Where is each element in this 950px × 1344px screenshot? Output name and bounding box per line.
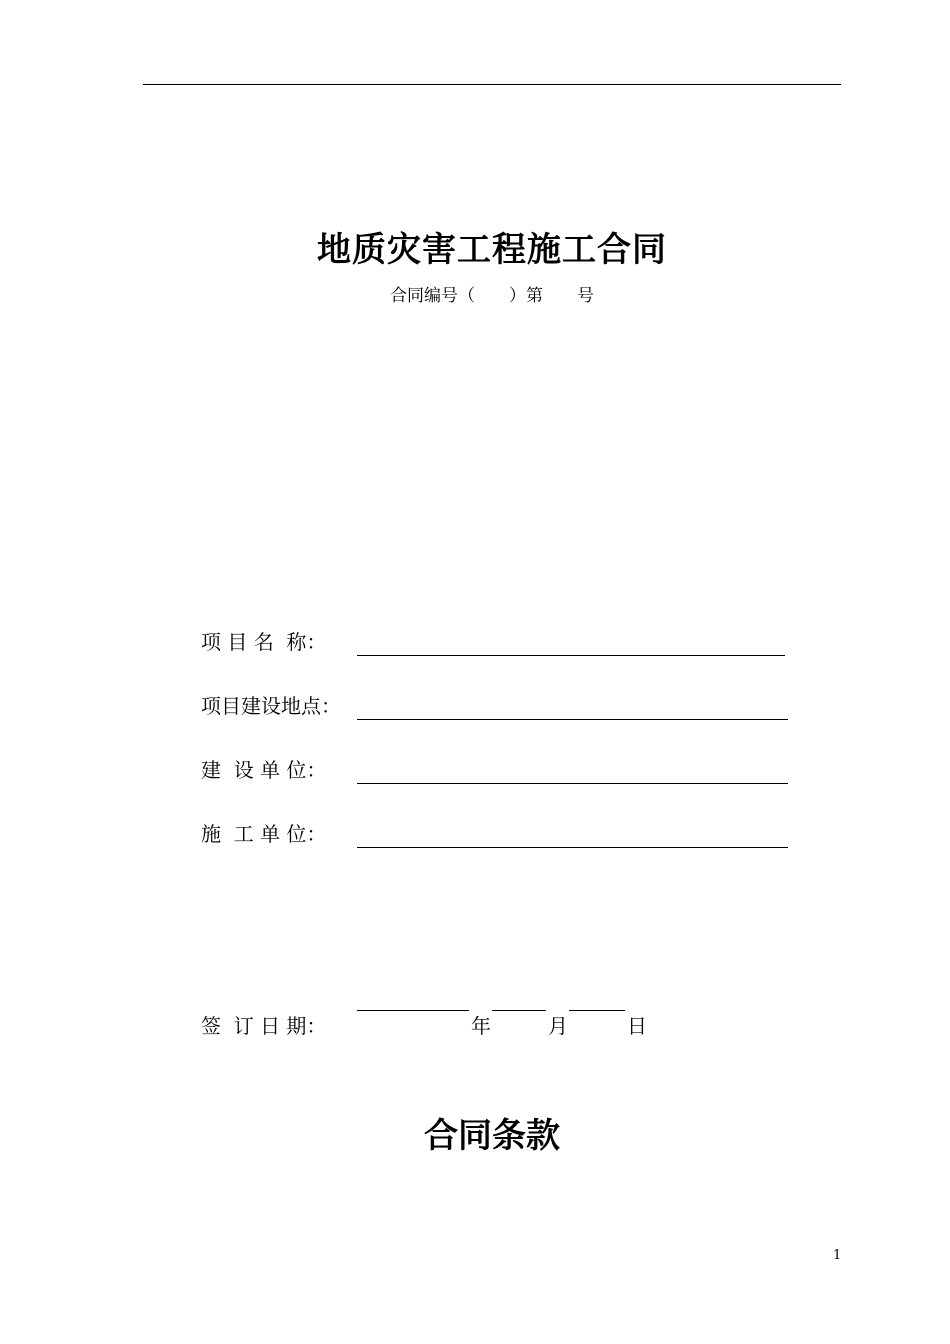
project-name-field [201, 626, 785, 656]
document-title: 地质灾害工程施工合同 [317, 230, 667, 270]
header-rule [143, 84, 841, 85]
page-number: 1 [833, 1248, 842, 1263]
year-label: 年 [471, 1014, 491, 1038]
section-title: 合同条款 [424, 1116, 560, 1156]
day-label: 日 [627, 1014, 647, 1038]
project-name-label: 项 目 名 称： [201, 630, 327, 654]
project-location-label: 项目建设地点： [201, 694, 341, 718]
construction-unit-field [201, 754, 788, 784]
signing-day-blank[interactable] [569, 1010, 625, 1011]
contract-number: 合同编号（ ）第 号 [390, 286, 594, 306]
contractor-field [201, 818, 788, 848]
month-label: 月 [548, 1014, 568, 1038]
signing-month-blank[interactable] [492, 1010, 546, 1011]
contractor-blank[interactable] [357, 847, 788, 848]
signing-date-label: 签 订 日 期： [201, 1014, 327, 1038]
contractor-label: 施 工 单 位： [201, 822, 327, 846]
signing-year-blank[interactable] [357, 1010, 469, 1011]
signing-date-row [201, 1010, 651, 1040]
construction-unit-label: 建 设 单 位： [201, 758, 327, 782]
construction-unit-blank[interactable] [357, 783, 788, 784]
project-location-blank[interactable] [357, 719, 788, 720]
project-location-field [201, 690, 788, 720]
project-name-blank[interactable] [357, 655, 785, 656]
